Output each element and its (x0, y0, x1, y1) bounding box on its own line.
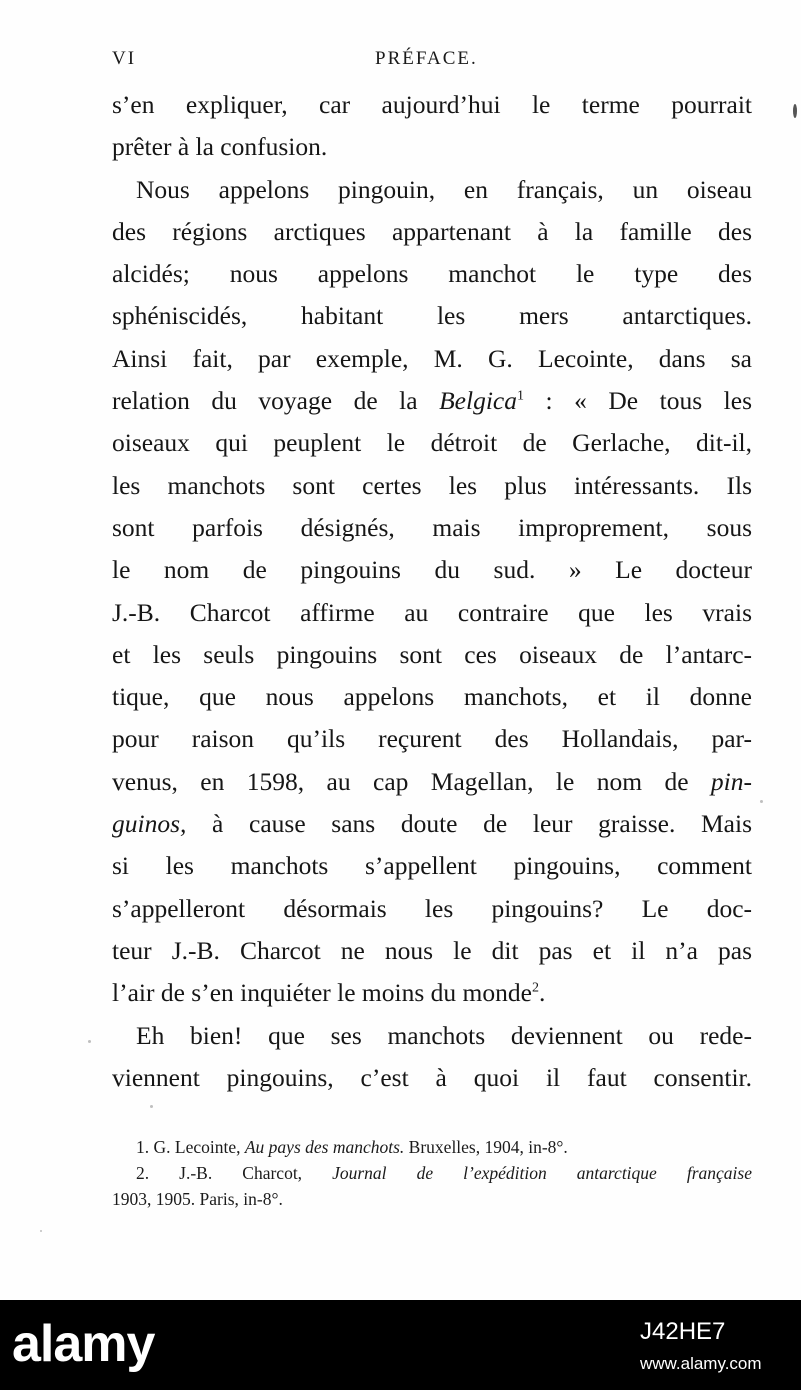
paragraph-start-line: Eh bien! que ses manchots deviennent ou rede- (136, 1020, 752, 1050)
scan-speck (793, 104, 797, 118)
text-line: oiseaux qui peuplent le détroit de Gerlache, dit-il, (112, 428, 752, 458)
text-line: alcidés; nous appelons manchot le type des (112, 259, 752, 289)
running-title: PRÉFACE. (375, 48, 478, 69)
text-line: prêter à la confusion. (112, 132, 328, 162)
watermark-bar (0, 1300, 801, 1390)
scan-speck (88, 1040, 91, 1043)
text-run: : « De tous les (524, 386, 752, 416)
text-line: pour raison qu’ils reçurent des Hollandais, par- (112, 724, 752, 754)
text-run: venus, en 1598, au cap Magellan, le nom de (112, 766, 711, 796)
text-run: à cause sans doute de leur graisse. Mais (186, 809, 752, 839)
ship-name: Belgica (439, 386, 517, 416)
text-line: Ainsi fait, par exemple, M. G. Lecointe, dans sa (112, 343, 752, 373)
footnote-2: 2. J.-B. Charcot, Journal de l’expédition antarctique française (136, 1163, 752, 1183)
paragraph-start-line: Nous appelons pingouin, en français, un oiseau (136, 174, 752, 204)
text-line: s’appelleront désormais les pingouins? Le doc- (112, 893, 752, 923)
text-line: s’en expliquer, car aujourd’hui le terme pourrait (112, 90, 752, 119)
text-line (112, 380, 752, 422)
alamy-logo: alamy (12, 1315, 155, 1373)
italic-word: pin- (710, 766, 752, 796)
footnote-2-continuation: 1903, 1905. Paris, in-8°. (112, 1189, 283, 1209)
footnote-ref-1: 1 (516, 388, 524, 404)
text-line: le nom de pingouins du sud. » Le docteur (112, 555, 752, 585)
footnote-1: 1. G. Lecointe, Au pays des manchots. Bruxelles, 1904, in-8°. (136, 1137, 568, 1157)
page-header (112, 42, 752, 72)
image-id: J42HE7 (640, 1318, 726, 1345)
text-line: teur J.-B. Charcot ne nous le dit pas et il n’a pas (112, 935, 752, 965)
footnotes (112, 1134, 752, 1212)
text-line: sphéniscidés, habitant les mers antarctiques. (112, 301, 752, 331)
text-line: tique, que nous appelons manchots, et il donne (112, 682, 752, 712)
site-url: www.alamy.com (640, 1354, 762, 1373)
text-line: et les seuls pingouins sont ces oiseaux de l’antarc- (112, 639, 752, 669)
scan-speck (760, 800, 763, 803)
text-line: J.-B. Charcot affirme au contraire que les vrais (112, 597, 752, 627)
text-line: des régions arctiques appartenant à la famille des (112, 216, 752, 246)
footnote-ref-2: 2 (531, 980, 539, 996)
text-line: sont parfois désignés, mais improprement, sous (112, 512, 752, 542)
scan-speck (40, 1230, 42, 1232)
text-line: les manchots sont certes les plus intéressants. Ils (112, 470, 752, 500)
page-number: VI (112, 48, 137, 69)
text-line (112, 972, 752, 1014)
text-run: l’air de s’en inquiéter le moins du monde (112, 978, 532, 1008)
italic-word: guinos, (112, 809, 187, 839)
text-line: viennent pingouins, c’est à quoi il faut consentir. (112, 1062, 752, 1092)
body-text (112, 84, 752, 1099)
scan-speck (150, 1105, 153, 1108)
text-run: . (538, 978, 546, 1008)
text-line: si les manchots s’appellent pingouins, comment (112, 851, 752, 881)
text-line (112, 803, 752, 845)
text-run: relation du voyage de la (112, 386, 440, 416)
text-line (112, 761, 752, 803)
